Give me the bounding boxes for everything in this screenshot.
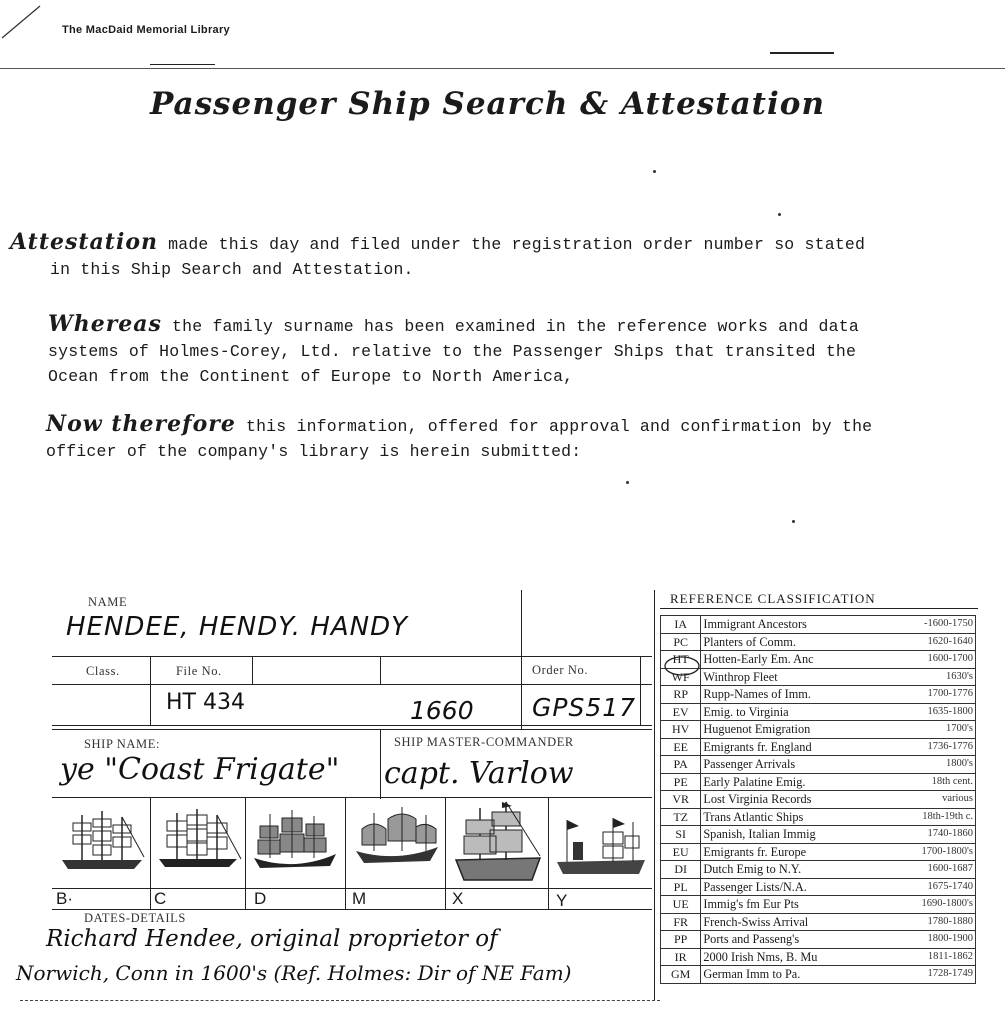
ship-letter-d: D — [254, 889, 267, 908]
reference-range: 1675-1740 — [927, 880, 973, 892]
form-divider — [150, 656, 151, 726]
reference-range: 1728-1749 — [927, 968, 973, 980]
file-no-label: File No. — [176, 664, 222, 678]
ship-name-label: SHIP NAME: — [84, 737, 161, 751]
speck — [626, 481, 629, 484]
reference-description-cell — [701, 703, 976, 721]
ship-divider — [245, 797, 246, 909]
reference-row — [661, 896, 976, 914]
reference-description-cell — [701, 756, 976, 774]
reference-code: PA — [661, 756, 701, 774]
reference-description-cell — [701, 861, 976, 879]
year-value: 1660 — [410, 696, 474, 725]
ship-divider — [345, 797, 346, 909]
header-rule — [0, 68, 1005, 69]
reference-description: Immig's fm Eur Pts — [703, 897, 799, 912]
speck — [778, 213, 781, 216]
name-label: NAME — [88, 595, 128, 609]
reference-description-cell — [701, 633, 976, 651]
reference-row — [661, 756, 976, 774]
whereas-lead: Whereas — [48, 311, 162, 337]
corner-pen-mark — [0, 0, 50, 45]
ship-name-value: ye "Coast Frigate" — [60, 752, 340, 787]
reference-code: TZ — [661, 808, 701, 826]
reference-description: Ports and Passeng's — [703, 932, 800, 947]
form-right-edge — [654, 590, 655, 1000]
reference-code: PC — [661, 633, 701, 651]
ship-letter-x: X — [452, 889, 464, 908]
reference-code: UE — [661, 896, 701, 914]
reference-code: WF — [661, 668, 701, 686]
reference-description: Huguenot Emigration — [703, 722, 811, 737]
reference-row — [661, 633, 976, 651]
ship-letter-b: B· — [56, 889, 73, 908]
reference-description-cell — [701, 721, 976, 739]
reference-row — [661, 843, 976, 861]
hotten-circle-mark — [662, 655, 702, 677]
ship-icon-y — [553, 812, 649, 882]
reference-description-cell — [701, 843, 976, 861]
reference-row — [661, 931, 976, 949]
reference-range: 1635-1800 — [927, 705, 973, 717]
reference-range: 1600-1687 — [927, 863, 973, 875]
dates-details-label: DATES-DETAILS — [84, 911, 186, 925]
whereas-line-2: systems of Holmes-Corey, Ltd. relative to the Passenger Ships that transited the — [48, 342, 857, 361]
reference-description-cell — [701, 931, 976, 949]
reference-description-cell — [701, 913, 976, 931]
attestation-paragraph — [10, 230, 1000, 282]
reference-row — [661, 948, 976, 966]
reference-description: Hotten-Early Em. Anc — [703, 652, 814, 667]
reference-range: 1630's — [946, 670, 973, 682]
ship-letter-m: M — [352, 889, 367, 908]
reference-row — [661, 826, 976, 844]
form-divider — [252, 656, 253, 684]
reference-description-cell — [701, 948, 976, 966]
reference-description: Dutch Emig to N.Y. — [703, 862, 802, 877]
reference-code: GM — [661, 966, 701, 984]
reference-description: Emigrants fr. England — [703, 739, 812, 754]
reference-description-cell — [701, 878, 976, 896]
ship-letter-y: Y — [556, 891, 568, 910]
speck — [653, 170, 656, 173]
library-name: The MacDaid Memorial Library — [62, 24, 230, 36]
dates-details-line-2: Norwich, Conn in 1600's (Ref. Holmes: Dir of NE Fam) — [16, 961, 572, 985]
reference-description-cell — [701, 616, 976, 634]
reference-row — [661, 878, 976, 896]
reference-description: Passenger Lists/N.A. — [703, 879, 807, 894]
reference-row — [661, 668, 976, 686]
ship-icon-c — [155, 803, 243, 873]
reference-row — [661, 651, 976, 669]
reference-row — [661, 773, 976, 791]
form-divider — [380, 729, 381, 799]
now-therefore-line-1: this information, offered for approval and confirmation by the — [245, 417, 873, 436]
name-value: HENDEE, HENDY. HANDY — [66, 612, 409, 642]
reference-description: Trans Atlantic Ships — [703, 809, 804, 824]
reference-row — [661, 791, 976, 809]
reference-code: SI — [661, 826, 701, 844]
reference-description: Winthrop Fleet — [703, 669, 778, 684]
reference-description: Spanish, Italian Immig — [703, 827, 816, 842]
form-rule — [52, 684, 652, 685]
ship-icon-m — [350, 805, 442, 873]
reference-classification-table — [660, 615, 976, 984]
whereas-line-3: Ocean from the Continent of Europe to North America, — [48, 367, 574, 386]
reference-row — [661, 738, 976, 756]
reference-rule — [660, 608, 978, 609]
reference-range: -1600-1750 — [924, 618, 973, 630]
reference-description: Early Palatine Emig. — [703, 774, 806, 789]
dates-details-line-1: Richard Hendee, original proprietor of — [46, 926, 498, 952]
attestation-line-2: in this Ship Search and Attestation. — [50, 260, 414, 279]
form-rule — [20, 1000, 660, 1001]
reference-code: RP — [661, 686, 701, 704]
header-rule-short — [150, 64, 215, 65]
reference-range: 1736-1776 — [927, 740, 973, 752]
file-no-value: HT 434 — [166, 690, 245, 715]
reference-code: IA — [661, 616, 701, 634]
reference-range: 1780-1880 — [927, 915, 973, 927]
reference-code: PP — [661, 931, 701, 949]
now-therefore-paragraph — [46, 412, 996, 464]
now-therefore-line-2: officer of the company's library is herein submitted: — [46, 442, 582, 461]
ship-icon-x — [450, 800, 546, 886]
reference-code: PE — [661, 773, 701, 791]
attestation-line-1: made this day and filed under the registration order number so stated — [168, 235, 866, 254]
reference-description-cell — [701, 668, 976, 686]
reference-description: German Imm to Pa. — [703, 967, 801, 982]
reference-row — [661, 966, 976, 984]
reference-range: 18th-19th c. — [922, 810, 973, 822]
ship-master-label: SHIP MASTER-COMMANDER — [394, 735, 574, 749]
speck — [792, 520, 795, 523]
reference-row — [661, 616, 976, 634]
reference-code: DI — [661, 861, 701, 879]
header-rule-right — [770, 52, 834, 54]
reference-code: HT — [661, 651, 701, 669]
reference-range: 1740-1860 — [927, 828, 973, 840]
reference-code: IR — [661, 948, 701, 966]
reference-description: Lost Virginia Records — [703, 792, 812, 807]
reference-row — [661, 721, 976, 739]
reference-description-cell — [701, 826, 976, 844]
reference-range: 1600-1700 — [927, 653, 973, 665]
ship-letter-c: C — [154, 889, 167, 908]
reference-row — [661, 861, 976, 879]
reference-description: Emig. to Virginia — [703, 704, 789, 719]
ship-icon-d — [250, 808, 340, 874]
order-no-value: GPS517 — [532, 693, 637, 722]
reference-code: EU — [661, 843, 701, 861]
ship-divider — [548, 797, 549, 909]
reference-description-cell — [701, 966, 976, 984]
form-rule — [52, 656, 652, 657]
form-rule — [52, 729, 652, 730]
form-divider — [521, 590, 522, 730]
reference-description-cell — [701, 896, 976, 914]
reference-description-cell — [701, 738, 976, 756]
form-divider — [640, 656, 641, 726]
ship-divider — [445, 797, 446, 909]
reference-classification-title: REFERENCE CLASSIFICATION — [670, 591, 876, 606]
reference-description-cell — [701, 686, 976, 704]
reference-code: PL — [661, 878, 701, 896]
form-divider — [380, 656, 381, 684]
reference-code: EV — [661, 703, 701, 721]
reference-code: EE — [661, 738, 701, 756]
ship-icon-b — [58, 805, 146, 875]
reference-description-cell — [701, 651, 976, 669]
reference-description: Passenger Arrivals — [703, 757, 796, 772]
reference-description: Emigrants fr. Europe — [703, 844, 807, 859]
reference-range: 1700-1800's — [921, 845, 973, 857]
form-rule — [52, 797, 652, 798]
reference-row — [661, 808, 976, 826]
now-therefore-lead: Now therefore — [46, 411, 236, 437]
reference-range: 1811-1862 — [927, 950, 973, 962]
reference-range: 1700-1776 — [927, 688, 973, 700]
reference-range: 1690-1800's — [921, 898, 973, 910]
class-label: Class. — [86, 664, 120, 678]
reference-description-cell — [701, 773, 976, 791]
reference-range: 1800's — [946, 758, 973, 770]
reference-description-cell — [701, 791, 976, 809]
ship-master-value: capt. Varlow — [384, 756, 574, 791]
reference-description: 2000 Irish Nms, B. Mu — [703, 949, 818, 964]
attestation-lead: Attestation — [10, 229, 158, 255]
whereas-line-1: the family surname has been examined in the reference works and data — [172, 317, 859, 336]
reference-code: HV — [661, 721, 701, 739]
reference-range: 1700's — [946, 723, 973, 735]
reference-row — [661, 913, 976, 931]
reference-description: Planters of Comm. — [703, 634, 796, 649]
reference-row — [661, 686, 976, 704]
reference-code: VR — [661, 791, 701, 809]
whereas-paragraph — [48, 312, 998, 389]
reference-description: Immigrant Ancestors — [703, 617, 807, 632]
reference-description: French-Swiss Arrival — [703, 914, 809, 929]
reference-range: 18th cent. — [931, 775, 973, 787]
reference-range: 1620-1640 — [927, 635, 973, 647]
reference-range: various — [942, 793, 973, 805]
reference-code: FR — [661, 913, 701, 931]
ship-divider — [150, 797, 151, 909]
reference-description: Rupp-Names of Imm. — [703, 687, 811, 702]
form-rule — [52, 725, 652, 726]
reference-row — [661, 703, 976, 721]
page-title: Passenger Ship Search & Attestation — [150, 86, 825, 122]
reference-range: 1800-1900 — [927, 933, 973, 945]
order-no-label: Order No. — [532, 663, 589, 677]
reference-description-cell — [701, 808, 976, 826]
